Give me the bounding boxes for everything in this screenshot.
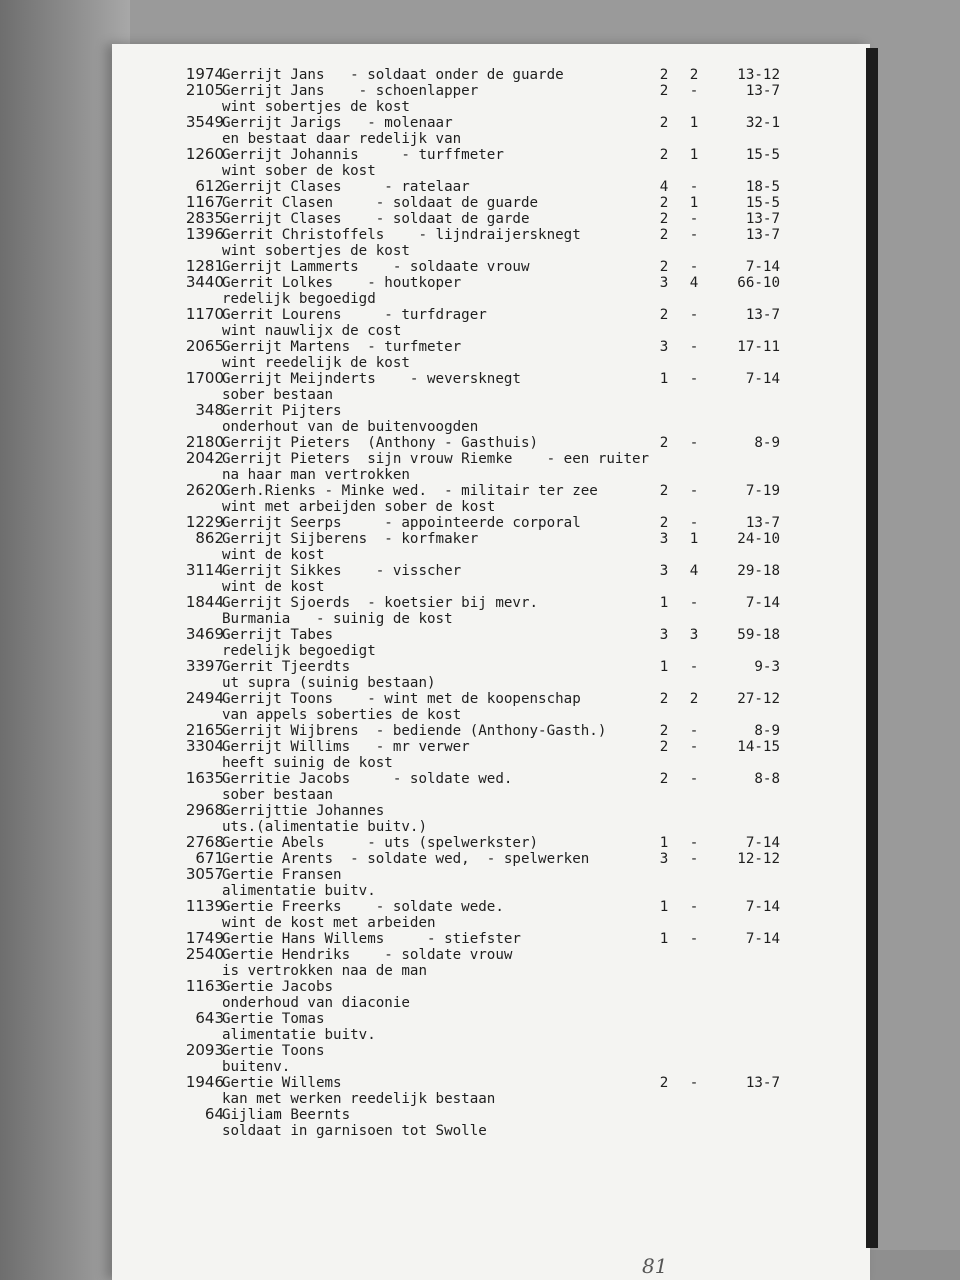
entry-count-2: 2 bbox=[689, 691, 699, 707]
entry-count-1: 2 bbox=[659, 211, 669, 227]
entry-name-line: Gerrijttie Johannes bbox=[222, 803, 385, 819]
entry-name-line: Gerrijt Pieters (Anthony - Gasthuis) bbox=[222, 435, 539, 451]
entry-count-1: 2 bbox=[659, 1075, 669, 1091]
entry-number: 612 bbox=[195, 177, 224, 195]
entry-number: 1170 bbox=[185, 305, 224, 323]
entry-amount: 32-1 bbox=[745, 115, 780, 131]
entry-name-line: Gerrijt Sikkes - visscher bbox=[222, 563, 462, 579]
entry-name-line: Gerrijt Lammerts - soldaate vrouw bbox=[222, 259, 530, 275]
entry-amount: 24-10 bbox=[737, 531, 780, 547]
entry-name-line: Gerrit Christoffels - lijndraijersknegt bbox=[222, 227, 581, 243]
list-item bbox=[112, 626, 870, 662]
entry-number: 2768 bbox=[185, 833, 224, 851]
entry-amount: 7-14 bbox=[745, 371, 780, 387]
entry-count-1: 2 bbox=[659, 83, 669, 99]
entry-count-2: - bbox=[689, 435, 699, 451]
entry-count-2: - bbox=[689, 1075, 699, 1091]
entry-count-2: 1 bbox=[689, 115, 699, 131]
entry-count-2: 3 bbox=[689, 627, 699, 643]
entry-amount: 12-12 bbox=[737, 851, 780, 867]
entry-amount: 13-7 bbox=[745, 515, 780, 531]
entry-name-line: Gertie Abels - uts (spelwerkster) bbox=[222, 835, 539, 851]
entry-number: 3057 bbox=[185, 865, 224, 883]
entry-description-line: heeft suinig de kost bbox=[222, 755, 393, 771]
entry-name-line: Gerrijt Wijbrens - bediende (Anthony-Gasth.) bbox=[222, 723, 607, 739]
entry-name-line: Gertie Arents - soldate wed, - spelwerken bbox=[222, 851, 590, 867]
entry-number: 3469 bbox=[185, 625, 224, 643]
entry-amount: 27-12 bbox=[737, 691, 780, 707]
page-number: 81 bbox=[642, 1254, 668, 1278]
entry-name-line: Gerh.Rienks - Minke wed. - militair ter zee bbox=[222, 483, 598, 499]
entry-amount: 29-18 bbox=[737, 563, 780, 579]
entry-name-line: Gerrijt Jarigs - molenaar bbox=[222, 115, 453, 131]
entry-description-line: wint nauwlijx de cost bbox=[222, 323, 402, 339]
entry-count-2: - bbox=[689, 931, 699, 947]
entry-amount: 14-15 bbox=[737, 739, 780, 755]
entry-name-line: Gerrijt Jans - schoenlapper bbox=[222, 83, 479, 99]
entry-amount: 8-8 bbox=[754, 771, 780, 787]
list-item bbox=[112, 1106, 870, 1142]
entry-count-2: - bbox=[689, 899, 699, 915]
list-item bbox=[112, 114, 870, 150]
entry-count-2: - bbox=[689, 659, 699, 675]
entry-description-line: onderhoud van diaconie bbox=[222, 995, 410, 1011]
entry-number: 1946 bbox=[185, 1073, 224, 1091]
entry-count-2: - bbox=[689, 771, 699, 787]
entry-name-line: Gerrijt Sijberens - korfmaker bbox=[222, 531, 479, 547]
entry-number: 3304 bbox=[185, 737, 224, 755]
entry-number: 1396 bbox=[185, 225, 224, 243]
entry-amount: 7-14 bbox=[745, 931, 780, 947]
entry-count-2: 4 bbox=[689, 275, 699, 291]
entry-number: 643 bbox=[195, 1009, 224, 1027]
entry-count-2: 1 bbox=[689, 147, 699, 163]
entry-count-2: - bbox=[689, 371, 699, 387]
entry-count-1: 4 bbox=[659, 179, 669, 195]
entry-count-2: - bbox=[689, 179, 699, 195]
entry-number: 3114 bbox=[185, 561, 224, 579]
entry-description-line: onderhout van de buitenvoogden bbox=[222, 419, 479, 435]
entry-name-line: Gerrit Pijters bbox=[222, 403, 342, 419]
entry-description-line: soldaat in garnisoen tot Swolle bbox=[222, 1123, 487, 1139]
entry-count-1: 3 bbox=[659, 531, 669, 547]
entry-number: 1749 bbox=[185, 929, 224, 947]
entry-number: 862 bbox=[195, 529, 224, 547]
entry-description-line: Burmania - suinig de kost bbox=[222, 611, 453, 627]
book-binding-shadow bbox=[0, 0, 130, 1280]
entry-number: 1974 bbox=[185, 65, 224, 83]
entry-description-line: redelijk begoedigd bbox=[222, 291, 376, 307]
entry-description-line: redelijk begoedigt bbox=[222, 643, 376, 659]
entry-number: 2165 bbox=[185, 721, 224, 739]
entry-name-line: Gerritie Jacobs - soldate wed. bbox=[222, 771, 513, 787]
entry-amount: 8-9 bbox=[754, 435, 780, 451]
list-item bbox=[112, 802, 870, 838]
list-item bbox=[112, 946, 870, 982]
entry-count-2: - bbox=[689, 483, 699, 499]
entry-number: 2494 bbox=[185, 689, 224, 707]
entry-number: 2180 bbox=[185, 433, 224, 451]
list-item bbox=[112, 1042, 870, 1078]
entry-name-line: Gerrijt Johannis - turffmeter bbox=[222, 147, 504, 163]
entry-number: 2093 bbox=[185, 1041, 224, 1059]
entry-amount: 18-5 bbox=[745, 179, 780, 195]
entry-count-2: - bbox=[689, 515, 699, 531]
list-item bbox=[112, 402, 870, 438]
entry-number: 1163 bbox=[185, 977, 224, 995]
entry-amount: 13-7 bbox=[745, 307, 780, 323]
entry-name-line: Gerrit Lolkes - houtkoper bbox=[222, 275, 462, 291]
entry-amount: 13-7 bbox=[745, 227, 780, 243]
entry-number: 1139 bbox=[185, 897, 224, 915]
entry-description-line: en bestaat daar redelijk van bbox=[222, 131, 462, 147]
entry-count-2: - bbox=[689, 851, 699, 867]
entry-count-1: 2 bbox=[659, 227, 669, 243]
entry-amount: 17-11 bbox=[737, 339, 780, 355]
entry-count-2: - bbox=[689, 83, 699, 99]
entry-count-1: 2 bbox=[659, 691, 669, 707]
entry-count-1: 1 bbox=[659, 835, 669, 851]
entry-name-line: Gerrijt Toons - wint met de koopenschap bbox=[222, 691, 581, 707]
entry-name-line: Gerrijt Martens - turfmeter bbox=[222, 339, 462, 355]
entry-amount: 9-3 bbox=[754, 659, 780, 675]
entry-name-line: Gertie Hans Willems - stiefster bbox=[222, 931, 521, 947]
entry-name-line: Gerrijt Pieters sijn vrouw Riemke - een ruiter bbox=[222, 451, 650, 467]
entry-number: 1281 bbox=[185, 257, 224, 275]
entry-number: 1635 bbox=[185, 769, 224, 787]
entry-number: 2065 bbox=[185, 337, 224, 355]
entry-number: 2540 bbox=[185, 945, 224, 963]
list-item bbox=[112, 658, 870, 694]
entry-number: 1167 bbox=[185, 193, 224, 211]
list-item bbox=[112, 370, 870, 406]
entry-amount: 15-5 bbox=[745, 195, 780, 211]
entry-count-2: - bbox=[689, 835, 699, 851]
entry-amount: 8-9 bbox=[754, 723, 780, 739]
entry-count-1: 2 bbox=[659, 723, 669, 739]
entry-amount: 13-7 bbox=[745, 1075, 780, 1091]
entry-description-line: sober bestaan bbox=[222, 787, 334, 803]
list-item bbox=[112, 866, 870, 902]
entry-count-1: 3 bbox=[659, 339, 669, 355]
entry-count-1: 2 bbox=[659, 115, 669, 131]
list-item bbox=[112, 594, 870, 630]
list-item bbox=[112, 274, 870, 310]
list-item bbox=[112, 1010, 870, 1046]
list-item bbox=[112, 690, 870, 726]
entry-name-line: Gerrit Tjeerdts bbox=[222, 659, 351, 675]
entry-amount: 66-10 bbox=[737, 275, 780, 291]
entry-name-line: Gerrijt Seerps - appointeerde corporal bbox=[222, 515, 581, 531]
entry-name-line: Gertie Fransen bbox=[222, 867, 342, 883]
entry-count-2: 1 bbox=[689, 195, 699, 211]
entry-amount: 15-5 bbox=[745, 147, 780, 163]
entry-name-line: Gerrijt Meijnderts - weversknegt bbox=[222, 371, 521, 387]
document-page bbox=[112, 44, 870, 1280]
list-item bbox=[112, 898, 870, 934]
entry-count-2: - bbox=[689, 339, 699, 355]
entry-description-line: uts.(alimentatie buitv.) bbox=[222, 819, 427, 835]
list-item bbox=[112, 306, 870, 342]
entry-count-2: - bbox=[689, 227, 699, 243]
book-cover-edge bbox=[866, 48, 878, 1248]
entry-amount: 7-14 bbox=[745, 835, 780, 851]
entry-count-1: 1 bbox=[659, 899, 669, 915]
entry-description-line: alimentatie buitv. bbox=[222, 1027, 376, 1043]
entry-count-1: 2 bbox=[659, 739, 669, 755]
entry-count-2: - bbox=[689, 739, 699, 755]
entry-name-line: Gerrit Lourens - turfdrager bbox=[222, 307, 487, 323]
list-item bbox=[112, 1074, 870, 1110]
list-item bbox=[112, 146, 870, 182]
entry-name-line: Gerrijt Willims - mr verwer bbox=[222, 739, 470, 755]
entry-count-1: 1 bbox=[659, 371, 669, 387]
entry-count-1: 1 bbox=[659, 659, 669, 675]
entry-number: 671 bbox=[195, 849, 224, 867]
entry-name-line: Gertie Toons bbox=[222, 1043, 325, 1059]
entry-number: 3397 bbox=[185, 657, 224, 675]
entry-name-line: Gertie Hendriks - soldate vrouw bbox=[222, 947, 513, 963]
list-item bbox=[112, 450, 870, 486]
entry-count-1: 2 bbox=[659, 483, 669, 499]
entry-description-line: buitenv. bbox=[222, 1059, 291, 1075]
list-item bbox=[112, 562, 870, 598]
entry-name-line: Gertie Jacobs bbox=[222, 979, 334, 995]
entry-description-line: alimentatie buitv. bbox=[222, 883, 376, 899]
entry-description-line: wint de kost bbox=[222, 579, 325, 595]
entry-count-1: 2 bbox=[659, 195, 669, 211]
entry-count-1: 2 bbox=[659, 307, 669, 323]
entry-count-2: 1 bbox=[689, 531, 699, 547]
entry-count-2: - bbox=[689, 307, 699, 323]
entry-number: 2968 bbox=[185, 801, 224, 819]
list-item bbox=[112, 978, 870, 1014]
list-item bbox=[112, 82, 870, 118]
entry-count-2: 2 bbox=[689, 67, 699, 83]
entry-count-1: 3 bbox=[659, 275, 669, 291]
entry-count-1: 3 bbox=[659, 627, 669, 643]
list-item bbox=[112, 226, 870, 262]
entry-count-2: - bbox=[689, 595, 699, 611]
entry-number: 2105 bbox=[185, 81, 224, 99]
entry-description-line: wint sobertjes de kost bbox=[222, 243, 410, 259]
entry-description-line: wint sobertjes de kost bbox=[222, 99, 410, 115]
entry-name-line: Gerrit Clasen - soldaat de guarde bbox=[222, 195, 539, 211]
entry-number: 2620 bbox=[185, 481, 224, 499]
entry-number: 1260 bbox=[185, 145, 224, 163]
entry-number: 1229 bbox=[185, 513, 224, 531]
entry-amount: 7-14 bbox=[745, 595, 780, 611]
entry-amount: 7-14 bbox=[745, 259, 780, 275]
entry-name-line: Gertie Willems bbox=[222, 1075, 342, 1091]
entry-name-line: Gerrijt Clases - soldaat de garde bbox=[222, 211, 530, 227]
entry-count-2: - bbox=[689, 723, 699, 739]
entry-description-line: ut supra (suinig bestaan) bbox=[222, 675, 436, 691]
list-item bbox=[112, 530, 870, 566]
entry-description-line: is vertrokken naa de man bbox=[222, 963, 427, 979]
entry-amount: 7-19 bbox=[745, 483, 780, 499]
list-item bbox=[112, 338, 870, 374]
entry-amount: 13-7 bbox=[745, 83, 780, 99]
entry-number: 3549 bbox=[185, 113, 224, 131]
entry-count-1: 2 bbox=[659, 435, 669, 451]
entry-number: 348 bbox=[195, 401, 224, 419]
entry-description-line: wint reedelijk de kost bbox=[222, 355, 410, 371]
entry-count-1: 2 bbox=[659, 259, 669, 275]
entry-count-1: 2 bbox=[659, 515, 669, 531]
list-item bbox=[112, 770, 870, 806]
entry-number: 1700 bbox=[185, 369, 224, 387]
list-item bbox=[112, 482, 870, 518]
entry-number: 1844 bbox=[185, 593, 224, 611]
entry-name-line: Gerrijt Tabes bbox=[222, 627, 334, 643]
entry-count-2: - bbox=[689, 211, 699, 227]
entry-description-line: kan met werken reedelijk bestaan bbox=[222, 1091, 496, 1107]
entry-count-1: 3 bbox=[659, 851, 669, 867]
entry-name-line: Gerrijt Jans - soldaat onder de guarde bbox=[222, 67, 564, 83]
entry-count-1: 3 bbox=[659, 563, 669, 579]
entry-description-line: sober bestaan bbox=[222, 387, 334, 403]
entry-amount: 7-14 bbox=[745, 899, 780, 915]
entry-amount: 13-7 bbox=[745, 211, 780, 227]
entry-description-line: wint sober de kost bbox=[222, 163, 376, 179]
entry-count-2: 4 bbox=[689, 563, 699, 579]
entry-count-1: 2 bbox=[659, 67, 669, 83]
entry-description-line: wint met arbeijden sober de kost bbox=[222, 499, 496, 515]
entry-name-line: Gertie Freerks - soldate wede. bbox=[222, 899, 504, 915]
entry-count-1: 1 bbox=[659, 595, 669, 611]
entry-number: 64 bbox=[204, 1105, 224, 1123]
entry-name-line: Gerrijt Sjoerds - koetsier bij mevr. bbox=[222, 595, 539, 611]
entry-number: 2835 bbox=[185, 209, 224, 227]
entry-name-line: Gijliam Beernts bbox=[222, 1107, 351, 1123]
entry-name-line: Gertie Tomas bbox=[222, 1011, 325, 1027]
list-item bbox=[112, 738, 870, 774]
entry-count-1: 2 bbox=[659, 147, 669, 163]
entry-description-line: wint de kost bbox=[222, 547, 325, 563]
entry-description-line: wint de kost met arbeiden bbox=[222, 915, 436, 931]
entry-number: 2042 bbox=[185, 449, 224, 467]
entry-amount: 59-18 bbox=[737, 627, 780, 643]
entry-count-1: 2 bbox=[659, 771, 669, 787]
entry-count-1: 1 bbox=[659, 931, 669, 947]
entry-count-2: - bbox=[689, 259, 699, 275]
entry-amount: 13-12 bbox=[737, 67, 780, 83]
entry-name-line: Gerrijt Clases - ratelaar bbox=[222, 179, 470, 195]
entry-description-line: van appels soberties de kost bbox=[222, 707, 462, 723]
entry-number: 3440 bbox=[185, 273, 224, 291]
entry-description-line: na haar man vertrokken bbox=[222, 467, 410, 483]
